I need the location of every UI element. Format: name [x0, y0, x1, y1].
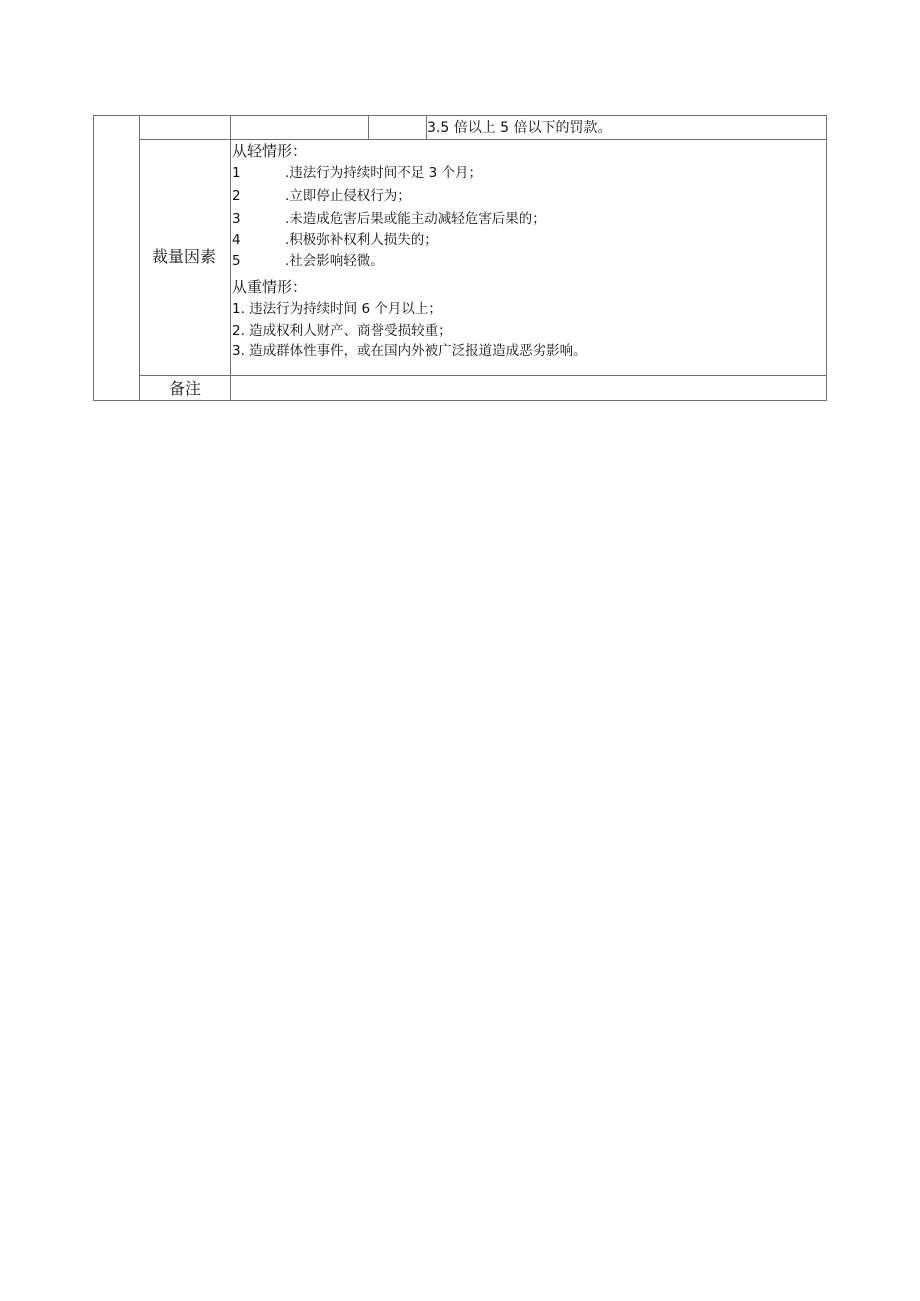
- row-divider-1: [139, 139, 827, 140]
- row-divider-2: [139, 375, 827, 376]
- lighter-item-number: 4: [232, 232, 241, 248]
- lighter-item-number: 2: [232, 188, 241, 204]
- remarks-label: 备注: [169, 379, 202, 398]
- table-border-top: [93, 115, 827, 116]
- heavier-item: 3. 造成群体性事件，或在国内外被广泛报道造成恶劣影响。: [232, 343, 587, 359]
- penalty-range-text: 3.5 倍以上 5 倍以下的罚款。: [427, 120, 612, 136]
- lighter-item-text: .立即停止侵权行为；: [285, 188, 411, 204]
- table-border-right: [826, 115, 827, 401]
- lighter-item-number: 1: [232, 165, 241, 181]
- lighter-item-text: .积极弥补权利人损失的；: [285, 232, 438, 248]
- heavier-circumstances-heading: 从重情形：: [232, 278, 308, 296]
- column-divider-2: [230, 115, 231, 401]
- penalty-discretion-table: [93, 115, 827, 401]
- discretion-factors-label: 裁量因素: [152, 247, 217, 266]
- heavier-item: 1. 违法行为持续时间 6 个月以上；: [232, 301, 442, 317]
- lighter-item-text: .违法行为持续时间不足 3 个月；: [285, 165, 482, 181]
- table-border-left: [93, 115, 94, 401]
- heavier-item: 2. 造成权利人财产、商誉受损较重；: [232, 323, 452, 339]
- lighter-item-text: .社会影响轻微。: [285, 253, 384, 269]
- lighter-circumstances-heading: 从轻情形：: [232, 142, 308, 160]
- table-border-bottom: [93, 400, 827, 401]
- column-divider-1: [139, 115, 140, 401]
- lighter-item-number: 5: [232, 253, 241, 269]
- lighter-item-text: .未造成危害后果或能主动减轻危害后果的；: [285, 211, 546, 227]
- column-divider-3: [368, 115, 369, 140]
- lighter-item-number: 3: [232, 211, 241, 227]
